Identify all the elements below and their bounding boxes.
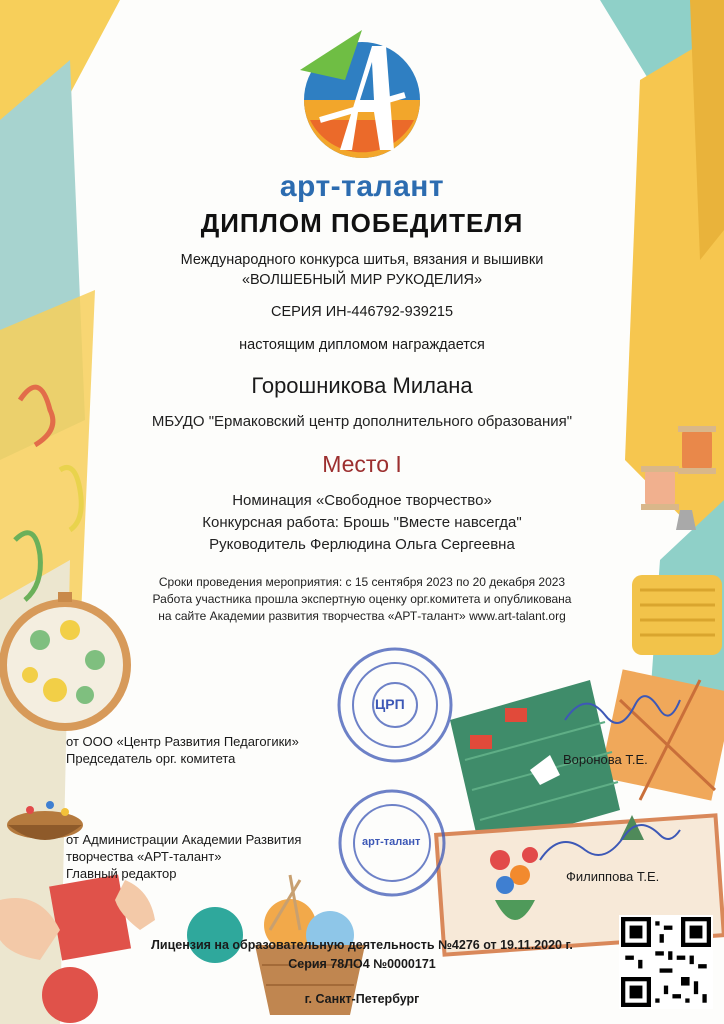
license-series: Серия 78ЛО4 №0000171 [288, 957, 436, 971]
signature-2-org-cont: творчества «АРТ-талант» [66, 849, 222, 864]
recipient-name: Горошникова Милана [251, 373, 473, 398]
stamp-art-talant-text: арт-талант [362, 836, 421, 848]
place-award: Место I [322, 451, 402, 477]
awarded-text: настоящим дипломом награждается [239, 337, 485, 353]
diploma-title: ДИПЛОМ ПОБЕДИТЕЛЯ [200, 208, 524, 238]
gift-box [600, 669, 724, 800]
supervisor: Руководитель Ферлюдина Ольга Сергеевна [209, 536, 515, 553]
nomination: Номинация «Свободное творчество» [232, 492, 492, 509]
series-number: СЕРИЯ ИН-446792-939215 [270, 304, 454, 320]
brand-name: арт-талант [279, 170, 445, 203]
review-line-1: Работа участника прошла экспертную оценку орг.комитета и опубликована [152, 592, 572, 606]
signature-block-2 [66, 831, 301, 882]
logo-mark [300, 30, 420, 158]
city-text: г. Санкт-Петербург [304, 992, 420, 1006]
contest-line-2: «ВОЛШЕБНЫЙ МИР РУКОДЕЛИЯ» [241, 272, 483, 288]
signature-1-org: от ООО «Центр Развития Педагогики» [66, 734, 299, 749]
organization-name: МБУДО "Ермаковский центр дополнительного образования" [151, 413, 573, 430]
license-text: Лицензия на образовательную деятельность №4276 от 19.11.2020 г. [151, 938, 573, 952]
signature-2-role: Главный редактор [66, 866, 177, 881]
competition-work: Конкурсная работа: Брошь "Вместе навсегда" [202, 514, 522, 531]
signature-2-org: от Администрации Академии Развития [66, 832, 302, 847]
event-dates: Сроки проведения мероприятия: с 15 сентября 2023 по 20 декабря 2023 [158, 575, 566, 589]
signer-2-name: Филиппова Т.Е. [566, 869, 660, 884]
signature-1-role: Председатель орг. комитета [66, 751, 236, 766]
stamp-crp-text: ЦРП [375, 696, 405, 712]
signer-1-name: Воронова Т.Е. [563, 752, 648, 767]
contest-line-1: Международного конкурса шитья, вязания и вышивки [180, 252, 544, 268]
signature-block-1 [66, 733, 299, 767]
qr-code[interactable] [619, 915, 713, 1009]
review-line-2: на сайте Академии развития творчества «АРТ-талант» www.art-talant.org [158, 609, 566, 623]
